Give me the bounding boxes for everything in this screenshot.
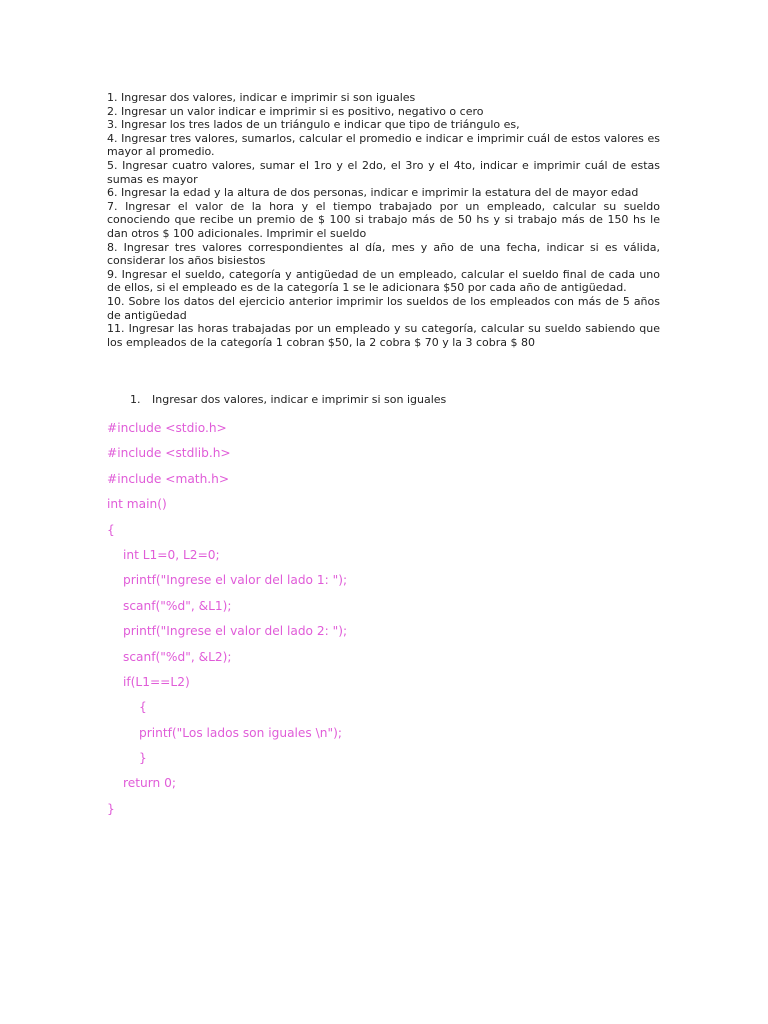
exercise-item: 1. Ingresar dos valores, indicar e imprimir si son iguales bbox=[107, 91, 416, 104]
section-title: Ingresar dos valores, indicar e imprimir si son iguales bbox=[152, 393, 447, 406]
section-number: 1. bbox=[130, 393, 141, 406]
code-line: int main() bbox=[107, 497, 167, 512]
exercise-item: 3. Ingresar los tres lados de un triángulo e indicar que tipo de triángulo es, bbox=[107, 118, 520, 132]
code-line: { bbox=[107, 522, 115, 537]
code-line: } bbox=[139, 751, 147, 766]
code-line: int L1=0, L2=0; bbox=[123, 547, 220, 562]
code-line: } bbox=[107, 801, 115, 816]
code-block bbox=[107, 420, 347, 826]
exercise-item: 10. Sobre los datos del ejercicio anterior imprimir los sueldos de los empleados con más de 5 años de antigüedad bbox=[107, 294, 660, 322]
code-line: if(L1==L2) bbox=[123, 674, 190, 689]
exercise-item: 11. Ingresar las horas trabajadas por un empleado y su categoría, calcular su sueldo sabiendo que los empleados de la categoría 1 cobran $50, la 2 cobra $ 70 y la 3 cobra $ 80 bbox=[107, 322, 660, 349]
exercise-item: 4. Ingresar tres valores, sumarlos, calcular el promedio e indicar e imprimir cuál de estos valores es mayor al promedio. bbox=[107, 131, 660, 159]
section-heading bbox=[130, 393, 446, 407]
code-line: scanf("%d", &L2); bbox=[123, 649, 232, 664]
exercise-item: 7. Ingresar el valor de la hora y el tiempo trabajado por un empleado, calcular su sueldo conociendo que recibe un premio de $ 100 si trabajo más de 50 hs y si trabajo más de 150 hs le dan otros $ 100 adicionales. Imprimir el sueldo bbox=[107, 199, 660, 240]
code-line: #include <stdio.h> bbox=[107, 421, 227, 435]
code-line: scanf("%d", &L1); bbox=[123, 598, 232, 613]
exercise-item: 9. Ingresar el sueldo, categoría y antigüedad de un empleado, calcular el sueldo final de cada uno de ellos, si el empleado es de la categoría 1 se le adicionara $50 por cada año de antigüedad. bbox=[107, 267, 660, 295]
code-line: return 0; bbox=[123, 776, 176, 791]
exercise-item: 5. Ingresar cuatro valores, sumar el 1ro y el 2do, el 3ro y el 4to, indicar e imprimir cuál de estas sumas es mayor bbox=[107, 158, 660, 186]
code-line: printf("Ingrese el valor del lado 1: "); bbox=[123, 573, 348, 588]
code-line: { bbox=[139, 700, 147, 715]
code-line: #include <stdlib.h> bbox=[107, 446, 231, 461]
exercise-list bbox=[107, 91, 660, 349]
exercise-item: 2. Ingresar un valor indicar e imprimir si es positivo, negativo o cero bbox=[107, 104, 484, 118]
exercise-item: 8. Ingresar tres valores correspondientes al día, mes y año de una fecha, indicar si es válida, considerar los años bisiestos bbox=[107, 240, 660, 268]
code-line: printf("Los lados son iguales \n"); bbox=[139, 725, 342, 740]
code-line: printf("Ingrese el valor del lado 2: "); bbox=[123, 624, 348, 639]
exercise-item: 6. Ingresar la edad y la altura de dos personas, indicar e imprimir la estatura del de mayor edad bbox=[107, 186, 639, 200]
code-line: #include <math.h> bbox=[107, 471, 230, 486]
